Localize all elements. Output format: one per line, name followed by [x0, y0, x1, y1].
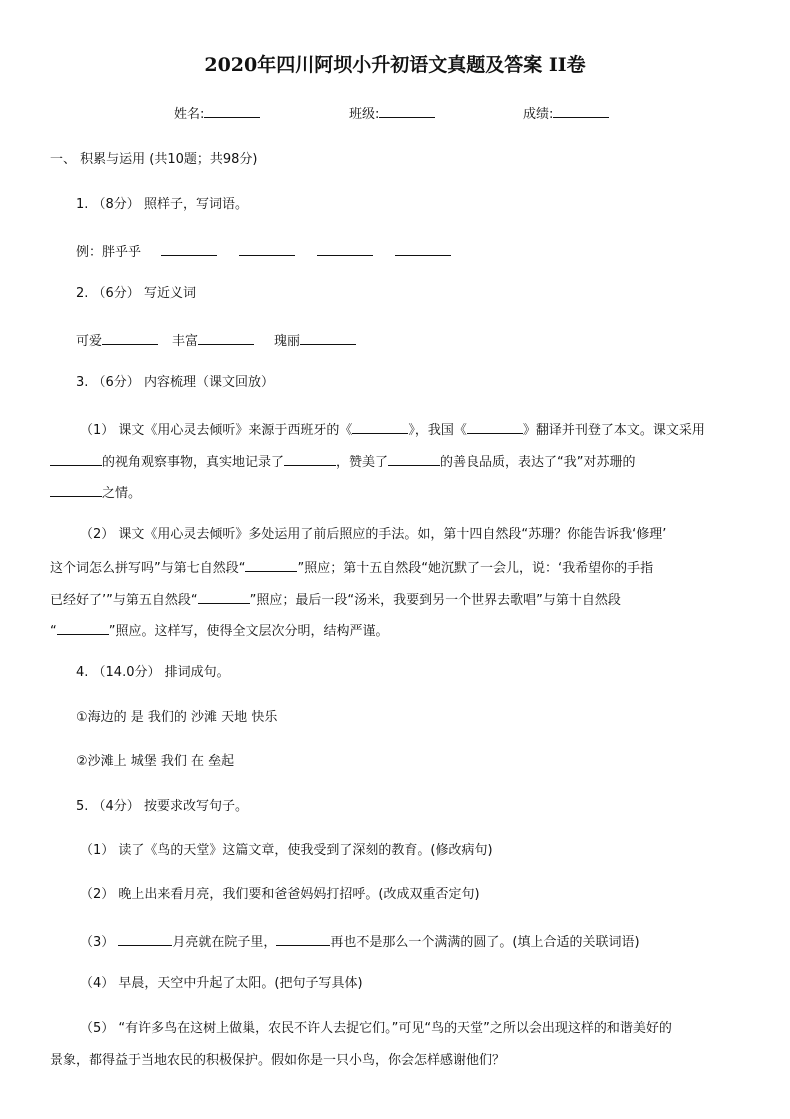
question-5-stem: 5. （4分） 按要求改写句子。 [76, 799, 248, 814]
name-blank [204, 103, 260, 118]
question-3-part-1-line-3 [50, 482, 141, 503]
answer-blank [102, 330, 158, 345]
question-3-part-1-line-2 [50, 451, 636, 472]
answer-blank [239, 241, 295, 256]
question-3-part-1-line-1 [80, 419, 705, 440]
answer-blank [198, 330, 254, 345]
answer-blank [388, 451, 440, 466]
question-5-sub-2: （2） 晚上出来看月亮，我们要和爸爸妈妈打招呼。(改成双重否定句) [80, 887, 480, 902]
question-5-sub-5-line-1: （5） “有许多鸟在这树上做巢，农民不许人去捉它们。”可见“鸟的天堂”之所以会出现这样的和谐美好的 [80, 1021, 672, 1036]
question-5-sub-4: （4） 早晨，天空中升起了太阳。(把句子写具体) [80, 976, 363, 991]
question-2-words [76, 330, 356, 351]
text-segment: 这个词怎么拼写吗”与第七自然段“ [50, 561, 246, 576]
text-segment: 月亮就在院子里， [172, 935, 277, 950]
answer-blank [245, 557, 297, 572]
text-segment: ”照应。这样写，使得全文层次分明，结构严谨。 [108, 624, 389, 639]
text-segment: （1） 课文《用心灵去倾听》来源于西班牙的《 [80, 423, 353, 438]
word-1: 可爱 [76, 334, 103, 349]
answer-blank [50, 451, 102, 466]
name-field [174, 103, 260, 122]
page-title: 2020年四川阿坝小升初语文真题及答案 II卷 [204, 54, 586, 76]
answer-blank [300, 330, 356, 345]
answer-blank [57, 620, 109, 635]
question-4-sentence-1: ①海边的 是 我们的 沙滩 天地 快乐 [76, 710, 278, 725]
question-5-sub-3 [80, 931, 640, 952]
text-segment: （3） [80, 935, 119, 950]
answer-blank [118, 931, 172, 946]
answer-blank [317, 241, 373, 256]
question-3-stem: 3. （6分） 内容梳理（课文回放） [76, 375, 274, 390]
score-blank [553, 103, 609, 118]
class-blank [379, 103, 435, 118]
answer-blank [161, 241, 217, 256]
section-heading: 一、 积累与运用 (共10题；共98分) [50, 152, 258, 167]
text-segment: 之情。 [102, 486, 142, 501]
question-1-example [76, 241, 451, 262]
score-label: 成绩: [523, 107, 554, 122]
text-segment: ，赞美了 [336, 455, 389, 470]
text-segment: 》翻译并刊登了本文。课文采用 [522, 423, 705, 438]
answer-blank [198, 589, 250, 604]
question-4-sentence-2: ②沙滩上 城堡 我们 在 垒起 [76, 754, 235, 769]
question-3-part-2-line-3 [50, 589, 621, 610]
text-segment: 的视角观察事物，真实地记录了 [102, 455, 285, 470]
text-segment: 》，我国《 [408, 423, 467, 438]
question-4-stem: 4. （14.0分） 排词成句。 [76, 665, 230, 680]
example-word: 例：胖乎乎 [76, 245, 142, 260]
text-segment: ”照应；最后一段“汤米，我要到另一个世界去歌唱”与第十自然段 [249, 593, 621, 608]
text-segment: 已经好了’”与第五自然段“ [50, 593, 198, 608]
answer-blank [50, 482, 102, 497]
question-3-part-2-line-2 [50, 557, 653, 578]
score-field [523, 103, 609, 122]
word-2: 丰富 [172, 334, 199, 349]
question-3-part-2-line-1: （2） 课文《用心灵去倾听》多处运用了前后照应的手法。如，第十四自然段“苏珊？你能告诉我‘修理’ [80, 527, 667, 542]
answer-blank [284, 451, 336, 466]
question-3-part-2-line-4 [50, 620, 389, 641]
class-label: 班级: [349, 107, 380, 122]
name-label: 姓名: [174, 107, 205, 122]
word-3: 瑰丽 [274, 334, 301, 349]
answer-blank [352, 419, 408, 434]
text-segment: ”照应；第十五自然段“她沉默了一会儿，说：‘我希望你的手指 [297, 561, 654, 576]
class-field [349, 103, 435, 122]
question-2-stem: 2. （6分） 写近义词 [76, 286, 196, 301]
answer-blank [395, 241, 451, 256]
text-segment: “ [50, 624, 57, 639]
question-1-stem: 1. （8分） 照样子，写词语。 [76, 197, 248, 212]
text-segment: 再也不是那么一个满满的圆了。(填上合适的关联词语) [330, 935, 640, 950]
text-segment: 的善良品质，表达了“我”对苏珊的 [440, 455, 636, 470]
question-5-sub-1: （1） 读了《鸟的天堂》这篇文章，使我受到了深刻的教育。(修改病句) [80, 843, 493, 858]
question-5-sub-5-line-2: 景象，都得益于当地农民的积极保护。假如你是一只小鸟，你会怎样感谢他们？ [50, 1053, 506, 1068]
answer-blank [467, 419, 523, 434]
answer-blank [276, 931, 330, 946]
